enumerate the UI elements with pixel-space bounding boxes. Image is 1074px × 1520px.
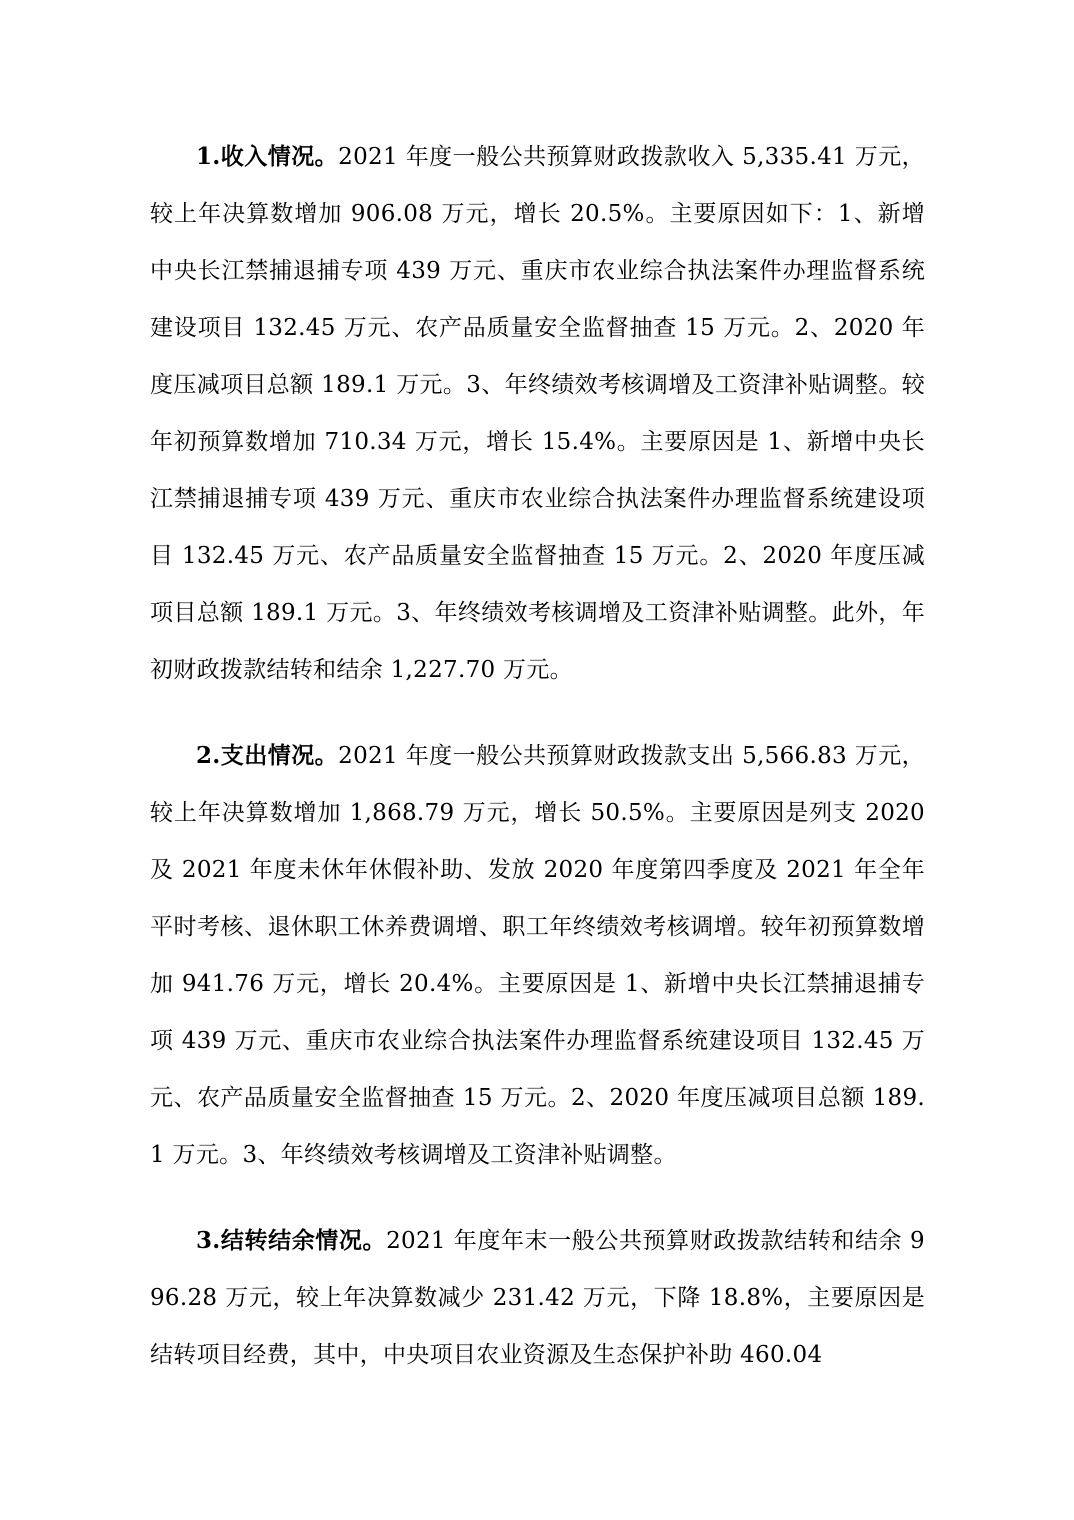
- paragraph-carryover-text: 2021 年度年末一般公共预算财政拨款结转和结余 996.28 万元，较上年决算数减少 231.42 万元，下降 18.8%，主要原因是结转项目经费，其中，中央项目农业资源及生态保护补助 460.04: [150, 1228, 925, 1368]
- paragraph-carryover-heading: 3.结转结余情况。: [196, 1227, 387, 1254]
- paragraph-expenditure-heading: 2.支出情况。: [196, 742, 339, 769]
- paragraph-income-heading: 1.收入情况。: [196, 143, 339, 170]
- paragraph-income-text: 2021 年度一般公共预算财政拨款收入 5,335.41 万元，较上年决算数增加 906.08 万元，增长 20.5%。主要原因如下：1、新增中央长江禁捕退捕专项 439 万元、重庆市农业综合执法案件办理监督系统建设项目 132.45 万元、农产品质量安全监督抽查 15 万元。2、2020 年度压减项目总额 189.1 万元。3、年终绩效考核调增及工资津补贴调整。较年初预算数增加 710.34 万元，增长 15.4%。主要原因是 1、新增中央长江禁捕退捕专项 439 万元、重庆市农业综合执法案件办理监督系统建设项目 132.45 万元、农产品质量安全监督抽查 15 万元。2、2020 年度压减项目总额 189.1 万元。3、年终绩效考核调增及工资津补贴调整。此外，年初财政拨款结转和结余 1,227.70 万元。: [150, 144, 925, 683]
- paragraph-expenditure-text: 2021 年度一般公共预算财政拨款支出 5,566.83 万元，较上年决算数增加 1,868.79 万元，增长 50.5%。主要原因是列支 2020 及 2021 年度未休年休假补助、发放 2020 年度第四季度及 2021 年全年平时考核、退休职工休养费调增、职工年终绩效考核调增。较年初预算数增加 941.76 万元，增长 20.4%。主要原因是 1、新增中央长江禁捕退捕专项 439 万元、重庆市农业综合执法案件办理监督系统建设项目 132.45 万元、农产品质量安全监督抽查 15 万元。2、2020 年度压减项目总额 189.1 万元。3、年终绩效考核调增及工资津补贴调整。: [150, 743, 925, 1168]
- paragraph-income: [150, 128, 925, 699]
- paragraph-carryover: [150, 1212, 925, 1384]
- paragraph-expenditure: [150, 727, 925, 1184]
